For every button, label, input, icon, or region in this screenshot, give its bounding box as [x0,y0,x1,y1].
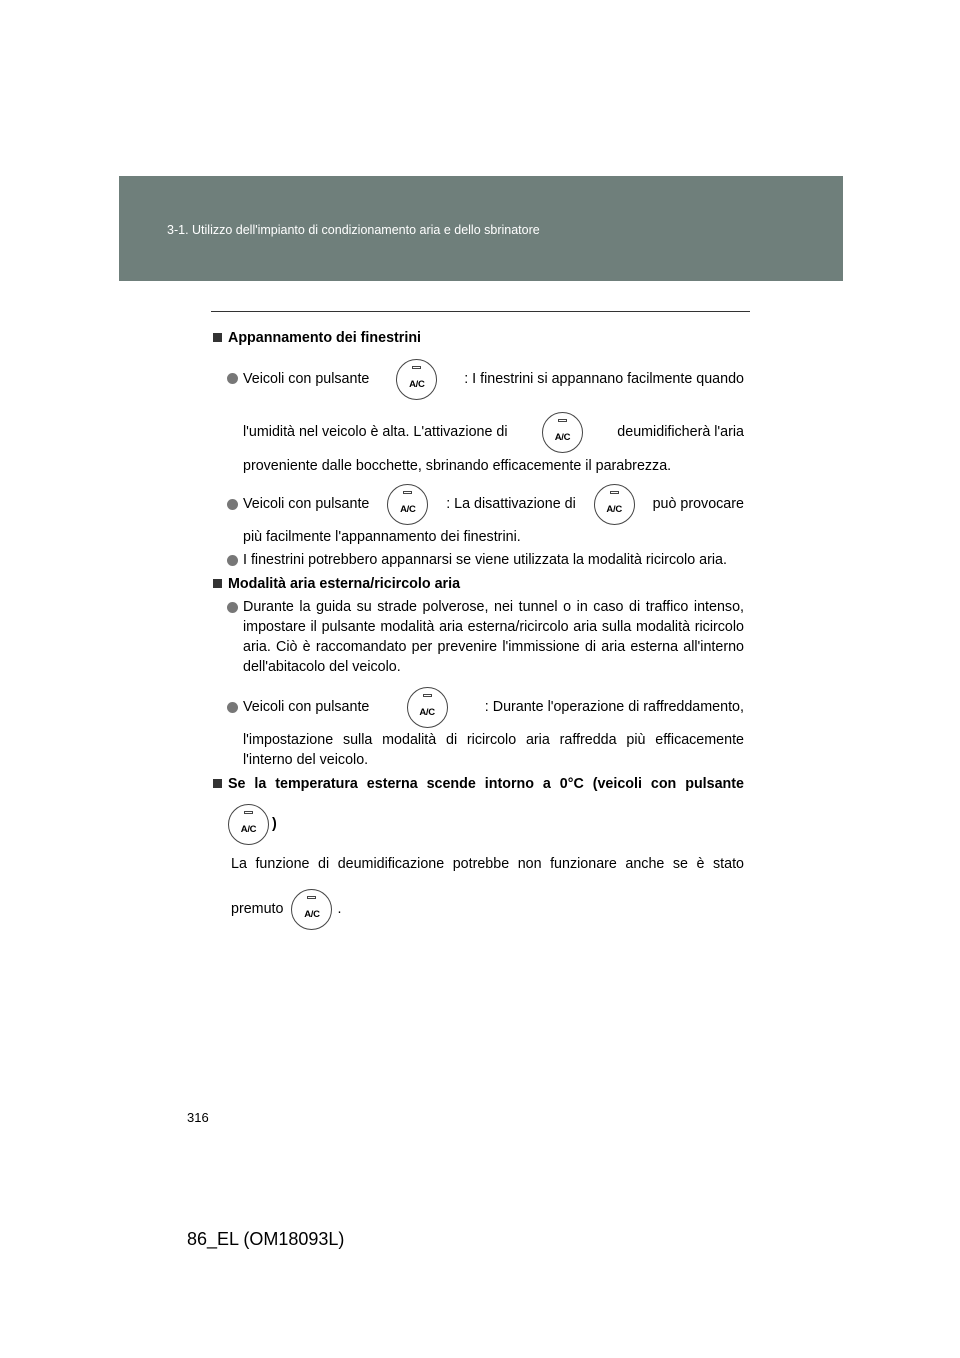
paragraph: La funzione di deumidificazione potrebbe non funzionare anche se è stato premuto A/C . [212,854,744,930]
list-item: Veicoli con pulsante A/C : I finestrini si appannano facilmente quando l'umidità nel veicolo è alta. L'attivazione di A/C deumidificherà l'aria proveniente dalle bocchette, sbrinando efficacemente il parabrezza. [212,358,744,476]
square-bullet-icon [213,333,222,342]
section-heading-low-temperature: Se la temperatura esterna scende intorno a 0°C (veicoli con pulsante [212,774,744,794]
page-number: 316 [187,1110,209,1125]
bullet-dot-icon [227,555,238,566]
bullet-dot-icon [227,602,238,613]
bullet-dot-icon [227,499,238,510]
list-item: Veicoli con pulsante A/C : Durante l'operazione di raffreddamento, l'impostazione sulla modalità di ricircolo aria raffredda più efficacemente l'interno del veicolo. [212,686,744,770]
chapter-header [119,176,843,281]
bullet-dot-icon [227,373,238,384]
section-heading-recirculation: Modalità aria esterna/ricircolo aria [212,574,744,594]
list-item: I finestrini potrebbero appannarsi se viene utilizzata la modalità ricircolo aria. [212,550,744,570]
ac-button-icon: A/C [396,359,437,400]
ac-button-icon: A/C [407,687,448,728]
ac-button-icon: A/C [594,484,635,525]
bullet-dot-icon [227,702,238,713]
list-item: Durante la guida su strade polverose, nei tunnel o in caso di traffico intenso, impostare il pulsante modalità aria esterna/ricircolo aria sulla modalità ricircolo aria. Ciò è raccomandato per prevenire l'immissione di aria esterna all'interno dell'abitacolo del veicolo. [212,597,744,677]
ac-button-icon: A/C [542,412,583,453]
square-bullet-icon [213,779,222,788]
top-rule [211,311,750,312]
page-content [212,328,744,930]
heading-continuation: A/C ) [212,802,744,846]
ac-button-icon: A/C [228,804,269,845]
square-bullet-icon [213,579,222,588]
ac-button-icon: A/C [387,484,428,525]
list-item: Veicoli con pulsante A/C : La disattivazione di A/C può provocare più facilmente l'appannamento dei finestrini. [212,483,744,547]
chapter-title: 3-1. Utilizzo dell'impianto di condizionamento aria e dello sbrinatore [167,223,540,237]
section-heading-fogging: Appannamento dei finestrini [212,328,744,348]
document-code: 86_EL (OM18093L) [187,1229,345,1249]
ac-button-icon: A/C [291,889,332,930]
